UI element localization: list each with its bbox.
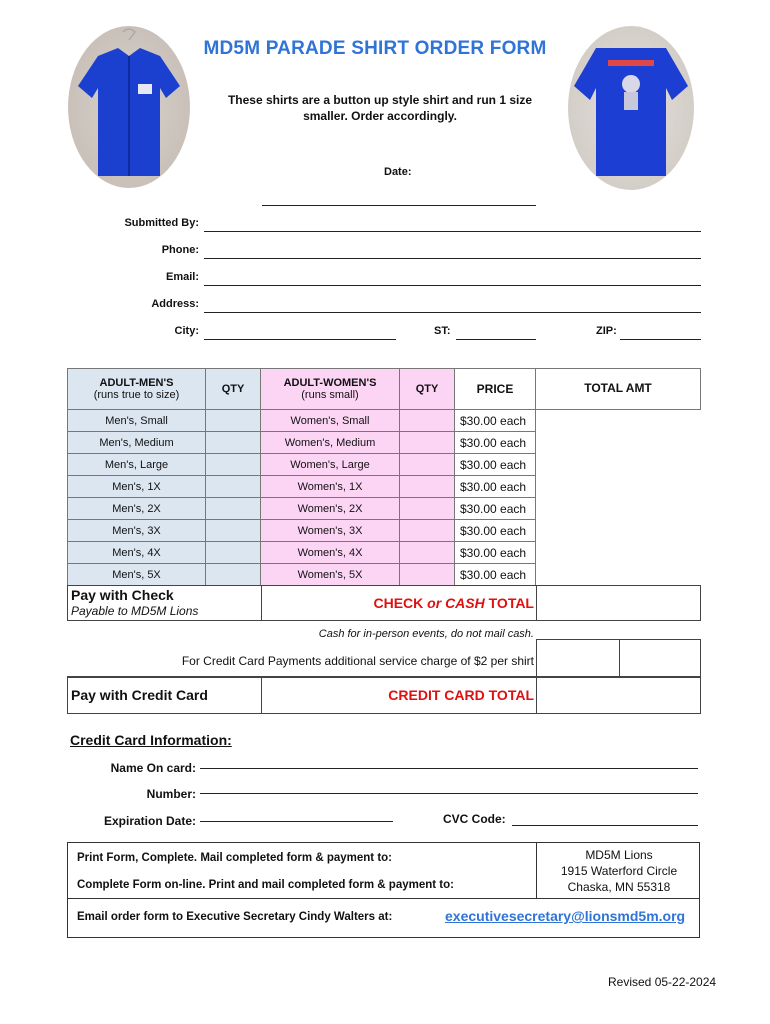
mailing-divider-h <box>67 898 700 899</box>
shirt-photo-back <box>568 26 694 190</box>
men-header-cell <box>68 369 206 410</box>
women-size-cell: Women's, 5X <box>261 564 400 586</box>
credit-total-field[interactable] <box>536 677 701 714</box>
women-qty-field[interactable] <box>400 454 455 476</box>
women-qty-field[interactable] <box>400 542 455 564</box>
women-size-cell: Women's, 4X <box>261 542 400 564</box>
expiration-field[interactable] <box>200 821 393 822</box>
email-label: Email: <box>165 271 199 283</box>
order-table <box>67 368 701 586</box>
address-city: Chaska, MN 55318 <box>567 880 671 894</box>
price-cell: $30.00 each <box>455 564 536 586</box>
women-qty-header: QTY <box>400 369 455 410</box>
table-row <box>68 410 701 432</box>
women-qty-field[interactable] <box>400 432 455 454</box>
men-size-cell: Men's, Small <box>68 410 206 432</box>
submitted-by-label: Submitted By: <box>124 217 199 229</box>
page-title: MD5M PARADE SHIRT ORDER FORM <box>203 38 547 59</box>
zip-label: ZIP: <box>596 325 617 337</box>
men-qty-field[interactable] <box>206 432 261 454</box>
mailing-address <box>538 847 700 895</box>
price-cell: $30.00 each <box>455 454 536 476</box>
men-qty-field[interactable] <box>206 564 261 586</box>
men-qty-field[interactable] <box>206 476 261 498</box>
shirt-back-icon <box>568 26 694 190</box>
men-qty-field[interactable] <box>206 520 261 542</box>
men-qty-field[interactable] <box>206 410 261 432</box>
men-qty-field[interactable] <box>206 454 261 476</box>
women-size-cell: Women's, Small <box>261 410 400 432</box>
email-field[interactable] <box>204 285 701 286</box>
check-total-field[interactable] <box>536 585 701 621</box>
card-number-field[interactable] <box>200 793 698 794</box>
price-cell: $30.00 each <box>455 432 536 454</box>
shirt-front-icon <box>68 26 190 188</box>
service-qty-field[interactable] <box>536 639 620 677</box>
women-size-cell: Women's, Medium <box>261 432 400 454</box>
total-amt-header: TOTAL AMT <box>536 369 701 410</box>
women-qty-field[interactable] <box>400 498 455 520</box>
women-header: ADULT-WOMEN'S <box>283 377 377 389</box>
check-word: CHECK <box>373 595 424 611</box>
number-label: Number: <box>146 787 196 801</box>
service-note: For Credit Card Payments additional service charge of $2 per shirt <box>181 654 534 668</box>
credit-card-total-label: CREDIT CARD TOTAL <box>388 687 534 703</box>
service-amt-field[interactable] <box>619 639 701 677</box>
price-cell: $30.00 each <box>455 410 536 432</box>
price-header: PRICE <box>455 369 536 410</box>
phone-label: Phone: <box>161 244 199 256</box>
table-header-row <box>68 369 701 410</box>
mailing-divider <box>536 842 537 899</box>
email-link[interactable]: executivesecretary@lionsmd5m.org <box>445 908 686 924</box>
address-label: Address: <box>151 298 199 310</box>
women-qty-field[interactable] <box>400 476 455 498</box>
men-size-cell: Men's, 4X <box>68 542 206 564</box>
price-cell: $30.00 each <box>455 476 536 498</box>
complete-online-text: Complete Form on-line. Print and mail completed form & payment to: <box>77 879 454 891</box>
address-name: MD5M Lions <box>585 848 653 862</box>
men-qty-field[interactable] <box>206 498 261 520</box>
men-size-cell: Men's, Large <box>68 454 206 476</box>
revised-date: Revised 05-22-2024 <box>608 975 717 989</box>
st-label: ST: <box>434 325 451 337</box>
table-row <box>68 454 701 476</box>
men-header: ADULT-MEN'S <box>99 377 174 389</box>
cash-note: Cash for in-person events, do not mail cash. <box>318 628 534 640</box>
cvc-field[interactable] <box>512 825 698 826</box>
men-subheader: (runs true to size) <box>93 389 180 401</box>
women-size-cell: Women's, 3X <box>261 520 400 542</box>
zip-field[interactable] <box>620 339 701 340</box>
address-field[interactable] <box>204 312 701 313</box>
email-order-text: Email order form to Executive Secretary Cindy Walters at: <box>77 911 393 923</box>
men-qty-field[interactable] <box>206 542 261 564</box>
st-field[interactable] <box>456 339 536 340</box>
men-size-cell: Men's, Medium <box>68 432 206 454</box>
price-cell: $30.00 each <box>455 542 536 564</box>
print-form-text: Print Form, Complete. Mail completed form & payment to: <box>77 852 393 864</box>
price-cell: $30.00 each <box>455 520 536 542</box>
women-qty-field[interactable] <box>400 564 455 586</box>
table-row <box>68 542 701 564</box>
table-row <box>68 498 701 520</box>
date-field[interactable] <box>262 205 536 206</box>
women-qty-field[interactable] <box>400 410 455 432</box>
name-on-card-label: Name On card: <box>110 761 196 775</box>
submitted-by-field[interactable] <box>204 231 701 232</box>
men-size-cell: Men's, 1X <box>68 476 206 498</box>
table-row <box>68 520 701 542</box>
date-label: Date: <box>384 166 412 178</box>
women-header-cell <box>261 369 400 410</box>
total-word: TOTAL <box>488 595 534 611</box>
pay-credit-title: Pay with Credit Card <box>71 687 208 703</box>
table-row <box>68 476 701 498</box>
expiration-label: Expiration Date: <box>103 814 196 828</box>
or-word: or <box>427 595 442 611</box>
phone-field[interactable] <box>204 258 701 259</box>
women-size-cell: Women's, 2X <box>261 498 400 520</box>
women-qty-field[interactable] <box>400 520 455 542</box>
men-size-cell: Men's, 5X <box>68 564 206 586</box>
table-row <box>68 432 701 454</box>
payable-to: Payable to MD5M Lions <box>71 604 199 618</box>
intro-text: These shirts are a button up style shirt and run 1 size smaller. Order accordingly. <box>227 93 533 123</box>
men-size-cell: Men's, 2X <box>68 498 206 520</box>
city-label: City: <box>174 325 199 337</box>
women-size-cell: Women's, Large <box>261 454 400 476</box>
women-subheader: (runs small) <box>301 389 359 401</box>
credit-info-heading: Credit Card Information: <box>70 732 232 748</box>
women-size-cell: Women's, 1X <box>261 476 400 498</box>
shirt-photo-front <box>68 26 190 188</box>
pay-check-title: Pay with Check <box>71 587 174 603</box>
cash-word: CASH <box>445 595 485 611</box>
city-field[interactable] <box>204 339 396 340</box>
address-street: 1915 Waterford Circle <box>560 864 678 878</box>
men-size-cell: Men's, 3X <box>68 520 206 542</box>
table-row <box>68 564 701 586</box>
men-qty-header: QTY <box>206 369 261 410</box>
cvc-label: CVC Code: <box>443 812 506 826</box>
name-on-card-field[interactable] <box>200 768 698 769</box>
price-cell: $30.00 each <box>455 498 536 520</box>
check-cash-total-label <box>374 595 535 611</box>
